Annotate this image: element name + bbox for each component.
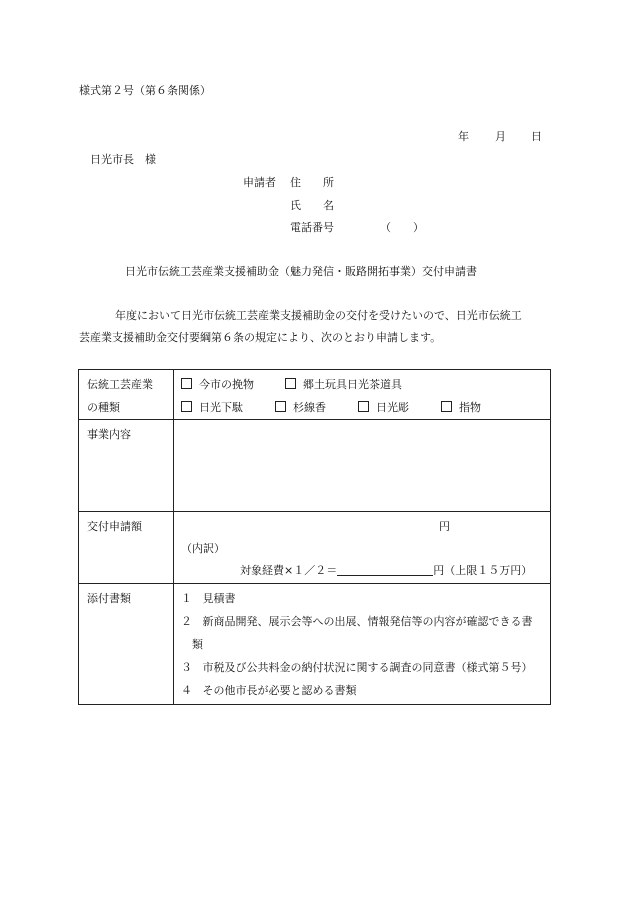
option-kyodo-gangu[interactable]: 郷土玩具日光茶道具	[285, 373, 402, 396]
checkbox-icon	[441, 401, 452, 412]
attachment-item-continuation: 類	[192, 638, 203, 651]
date-day-label: 日	[531, 130, 542, 143]
breakdown-label: （内訳）	[181, 542, 225, 555]
phone-parentheses: （ ）	[380, 221, 424, 234]
option-nikko-geta[interactable]: 日光下駄	[181, 396, 243, 419]
project-content-field[interactable]	[174, 420, 551, 512]
checkbox-icon	[358, 401, 369, 412]
attachment-item: １ 見積書	[181, 592, 236, 605]
checkbox-icon	[181, 378, 192, 389]
addressee: 日光市長 様	[90, 153, 156, 166]
option-sugi-senko[interactable]: 杉線香	[275, 396, 326, 419]
name-label: 氏 名	[290, 199, 334, 212]
applicant-label: 申請者	[243, 176, 276, 189]
grant-amount-field[interactable]	[174, 512, 551, 584]
checkbox-icon	[181, 401, 192, 412]
checkbox-icon	[275, 401, 286, 412]
project-content-row	[79, 420, 551, 512]
body-text-line2: 芸産業支援補助金交付要綱第６条の規定により、次のとおり申請します。	[79, 331, 442, 344]
grant-amount-label: 交付申請額	[79, 512, 174, 584]
grant-amount-yen: 円	[439, 520, 450, 533]
amount-blank-line[interactable]	[337, 563, 433, 576]
form-number: 様式第２号（第６条関係）	[79, 84, 211, 97]
option-imaichi-hikimono[interactable]: 今市の挽物	[181, 373, 254, 396]
project-content-label: 事業内容	[79, 420, 174, 512]
formula-text: 対象経費×１／２＝ 円（上限１５万円）	[240, 564, 533, 577]
industry-type-options	[174, 370, 551, 420]
phone-label: 電話番号	[290, 221, 334, 234]
attachments-label: 添付書類	[79, 584, 174, 705]
attachments-list	[174, 584, 551, 705]
industry-type-label: 伝統工芸産業 の種類	[79, 370, 174, 420]
industry-type-row	[79, 370, 551, 420]
address-label: 住 所	[290, 176, 334, 189]
attachments-row	[79, 584, 551, 705]
date-month-label: 月	[495, 130, 506, 143]
date-year-label: 年	[458, 130, 469, 143]
grant-amount-row	[79, 512, 551, 584]
option-nikko-bori[interactable]: 日光彫	[358, 396, 409, 419]
body-text-line1: 年度において日光市伝統工芸産業支援補助金の交付を受けたいので、日光市伝統工	[115, 309, 522, 322]
attachment-item: ３ 市税及び公共料金の納付状況に関する調査の同意書（様式第５号）	[181, 661, 533, 674]
application-table	[78, 369, 551, 705]
attachment-item: ２ 新商品開発、展示会等への出展、情報発信等の内容が確認できる書	[181, 615, 533, 628]
option-sashimono[interactable]: 指物	[441, 396, 481, 419]
checkbox-icon	[285, 378, 296, 389]
document-title: 日光市伝統工芸産業支援補助金（魅力発信・販路開拓事業）交付申請書	[125, 265, 477, 278]
attachment-item: ４ その他市長が必要と認める書類	[181, 684, 357, 697]
